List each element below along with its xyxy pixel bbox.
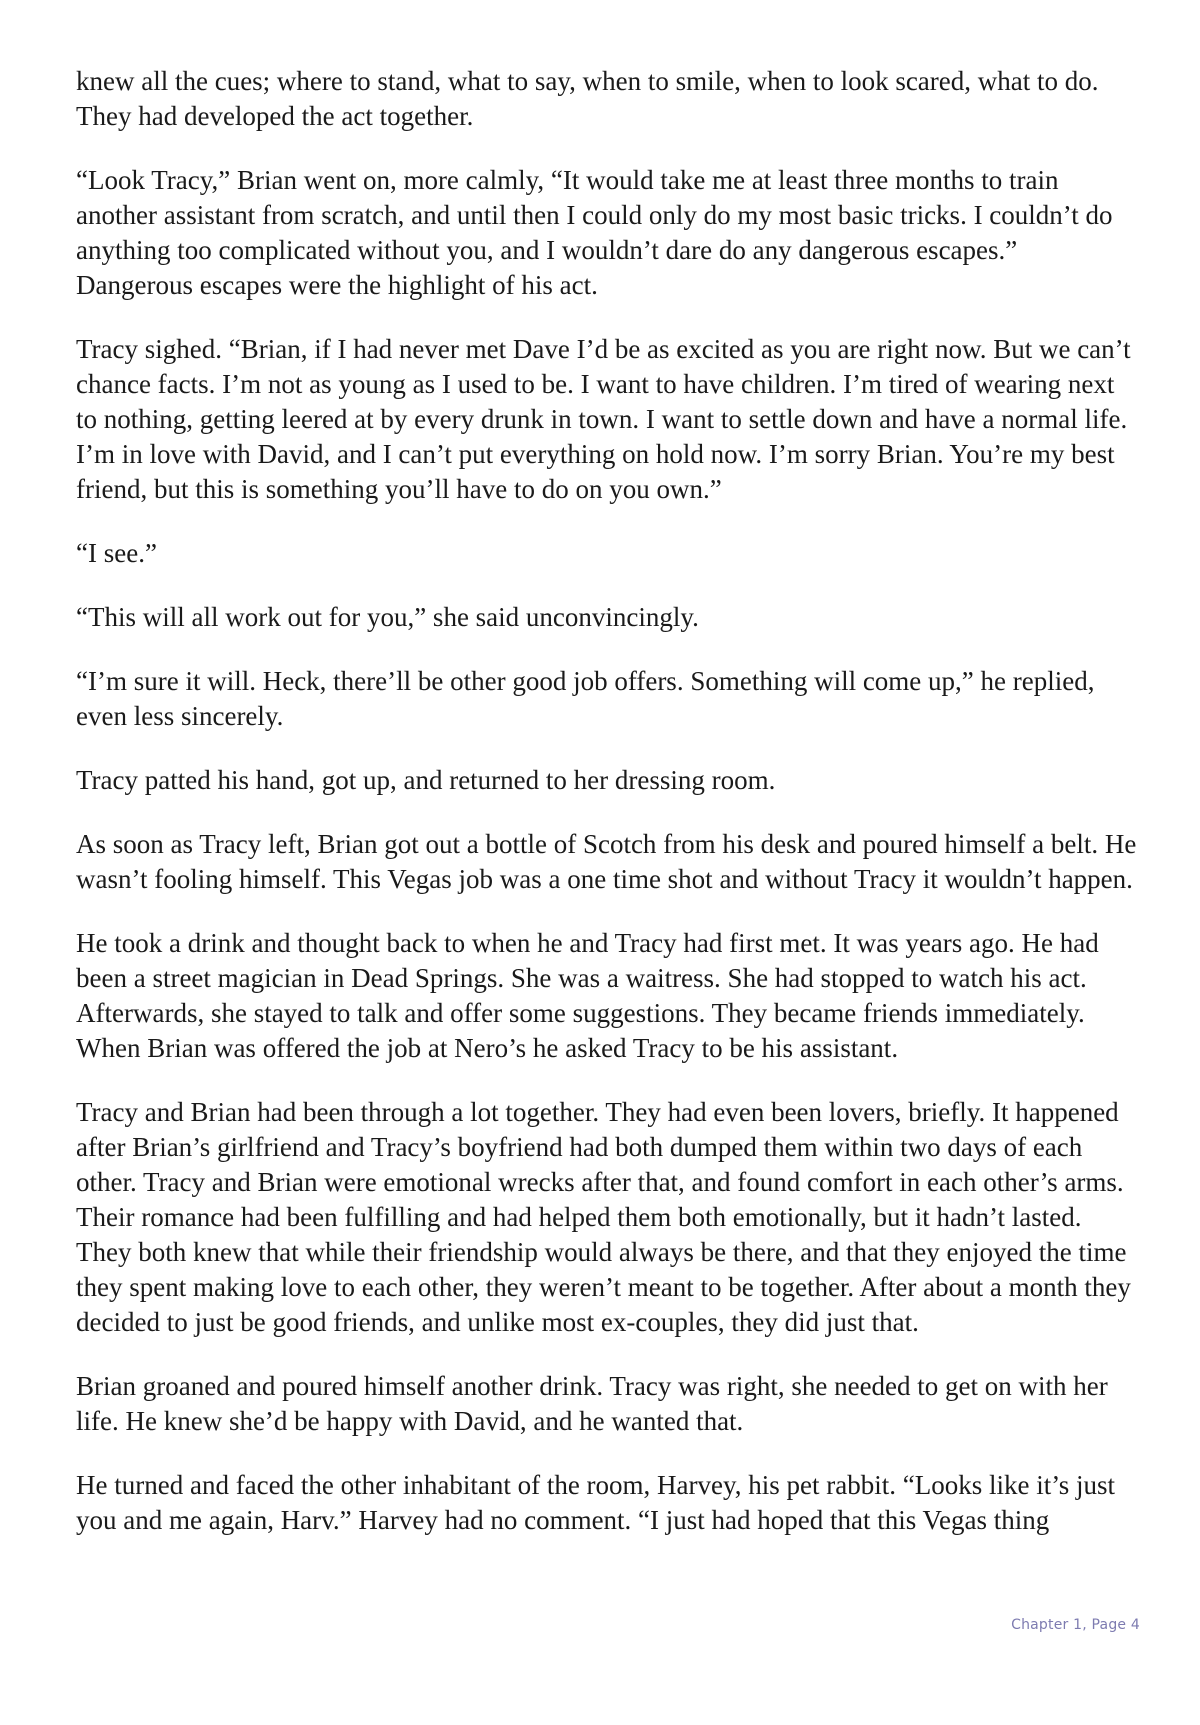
body-text: [76, 64, 1140, 1567]
paragraph: “I’m sure it will. Heck, there’ll be other good job offers. Something will come up,” he replied, even less sincerely.: [76, 666, 1095, 731]
paragraph: “I see.”: [76, 538, 157, 568]
paragraph: He turned and faced the other inhabitant of the room, Harvey, his pet rabbit. “Looks like it’s just you and me again, Harv.” Harvey had no comment. “I just had hoped that this Vegas thing: [76, 1470, 1115, 1535]
paragraph: “Look Tracy,” Brian went on, more calmly, “It would take me at least three months to train another assistant from scratch, and until then I could only do my most basic tricks. I couldn’t do anything too complicated without you, and I wouldn’t dare do any dangerous escapes.” Dangerous escapes were the highlight of his act.: [76, 165, 1113, 300]
page-footer-label: Chapter 1, Page 4: [1011, 1617, 1140, 1633]
paragraph: knew all the cues; where to stand, what to say, when to smile, when to look scared, what to do. They had developed the act together.: [76, 66, 1099, 131]
paragraph: Tracy sighed. “Brian, if I had never met Dave I’d be as excited as you are right now. But we can’t chance facts. I’m not as young as I used to be. I want to have children. I’m tired of wearing next to nothing, getting leered at by every drunk in town. I want to settle down and have a normal life. I’m in love with David, and I can’t put everything on hold now. I’m sorry Brian. You’re my best friend, but this is something you’ll have to do on you own.”: [76, 334, 1131, 504]
paragraph: Brian groaned and poured himself another drink. Tracy was right, she needed to get on with her life. He knew she’d be happy with David, and he wanted that.: [76, 1371, 1108, 1436]
paragraph: “This will all work out for you,” she said unconvincingly.: [76, 602, 699, 632]
paragraph: As soon as Tracy left, Brian got out a bottle of Scotch from his desk and poured himself a belt. He wasn’t fooling himself. This Vegas job was a one time shot and without Tracy it wouldn’t happen.: [76, 829, 1137, 894]
paragraph: He took a drink and thought back to when he and Tracy had first met. It was years ago. He had been a street magician in Dead Springs. She was a waitress. She had stopped to watch his act. Afterwards, she stayed to talk and offer some suggestions. They became friends immediately. When Brian was offered the job at Nero’s he asked Tracy to be his assistant.: [76, 928, 1099, 1063]
paragraph: Tracy patted his hand, got up, and returned to her dressing room.: [76, 765, 776, 795]
paragraph: Tracy and Brian had been through a lot together. They had even been lovers, briefly. It happened after Brian’s girlfriend and Tracy’s boyfriend had both dumped them within two days of each other. Tracy and Brian were emotional wrecks after that, and found comfort in each other’s arms. Their romance had been fulfilling and had helped them both emotionally, but it hadn’t lasted. They both knew that while their friendship would always be there, and that they enjoyed the time they spent making love to each other, they weren’t meant to be together. After about a month they decided to just be good friends, and unlike most ex-couples, they did just that.: [76, 1097, 1131, 1337]
